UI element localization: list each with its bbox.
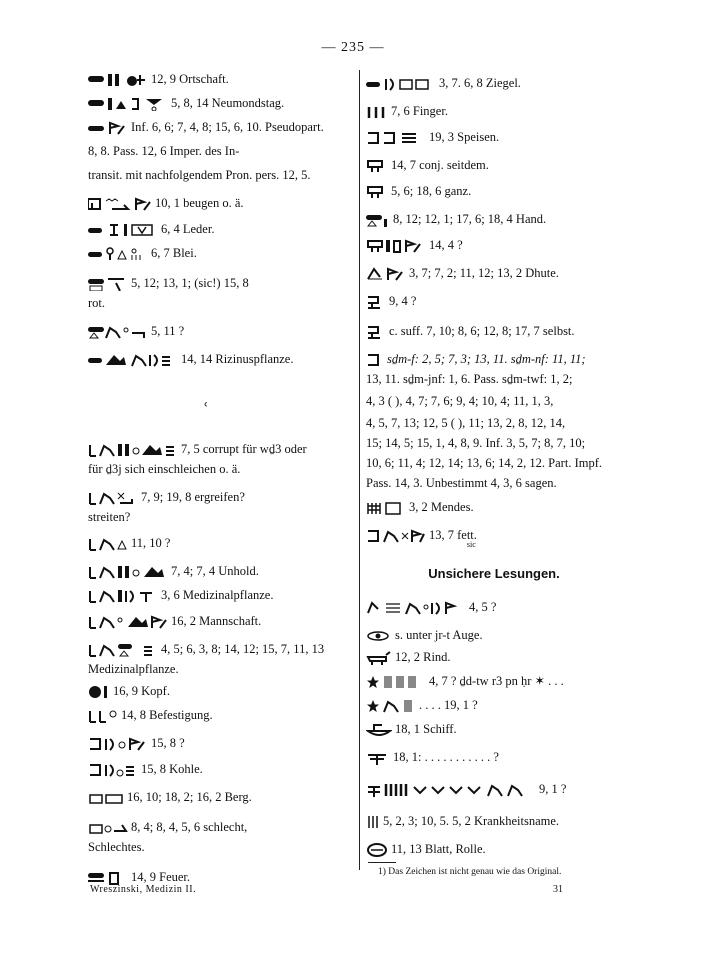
footnote: 1) Das Zeichen ist nicht genau wie das Original. bbox=[378, 867, 562, 877]
list-item: 14, 8 Befestigung. bbox=[88, 706, 354, 725]
list-item: für ḏ3j sich einschleichen o. ä. bbox=[88, 462, 241, 476]
hieroglyph-icon bbox=[88, 685, 110, 699]
hieroglyph-icon bbox=[366, 105, 388, 119]
list-item: 9, 4 ? bbox=[366, 292, 622, 311]
hieroglyph-icon bbox=[366, 77, 436, 91]
list-item: Medizinalpflanze. bbox=[88, 662, 179, 676]
signature-mark: 31 bbox=[553, 884, 563, 895]
hieroglyph-icon bbox=[88, 589, 158, 603]
hieroglyph-icon bbox=[366, 159, 388, 173]
list-item: 15, 8 Kohle. bbox=[88, 760, 354, 779]
hieroglyph-icon bbox=[88, 443, 178, 457]
list-item: Pass. 14, 3. Unbestimmt 4, 3, 6 sagen. bbox=[366, 476, 557, 490]
hieroglyph-icon bbox=[88, 197, 152, 211]
hieroglyph-icon bbox=[88, 565, 168, 579]
list-item: 4, 3 ( ), 4, 7; 7, 6; 9, 4; 10, 4; 11, 1, 3, bbox=[366, 394, 554, 408]
hieroglyph-icon bbox=[366, 267, 406, 281]
list-item: 12, 2 Rind. bbox=[366, 648, 622, 667]
list-item: 11, 13 Blatt, Rolle. bbox=[366, 840, 622, 859]
list-item: 5, 11 ? bbox=[88, 322, 354, 341]
list-item: 18, 1 Schiff. bbox=[366, 720, 622, 739]
hieroglyph-icon bbox=[366, 501, 406, 515]
list-item: 12, 9 Ortschaft. bbox=[88, 70, 354, 89]
list-item: 5, 12; 13, 1; (sic!) 15, 8 bbox=[88, 274, 354, 293]
hieroglyph-icon bbox=[88, 223, 158, 237]
hieroglyph-icon bbox=[88, 763, 138, 777]
list-item: 4, 7 ? ḏd-tw r3 pn ḥr ✶ . . . bbox=[366, 672, 622, 691]
section-letter: ʿ bbox=[202, 398, 210, 423]
list-item: 8, 8. Pass. 12, 6 Imper. des In- bbox=[88, 144, 240, 158]
hieroglyph-icon bbox=[88, 247, 148, 261]
hieroglyph-icon bbox=[88, 791, 124, 805]
hieroglyph-icon bbox=[366, 295, 386, 309]
eye-icon bbox=[366, 629, 392, 643]
list-item: 13, 11. sḏm-jnf: 1, 6. Pass. sḏm-twf: 1, 2; bbox=[366, 372, 573, 386]
list-item: 16, 9 Kopf. bbox=[88, 682, 354, 701]
list-item: 8, 4; 8, 4, 5, 6 schlecht, bbox=[88, 818, 354, 837]
sic-label: sic bbox=[466, 540, 476, 549]
hieroglyph-icon bbox=[88, 537, 128, 551]
list-item: 9, 1 ? bbox=[366, 780, 622, 799]
list-item: c. suff. 7, 10; 8, 6; 12, 8; 17, 7 selbst. bbox=[366, 322, 622, 341]
hieroglyph-icon bbox=[366, 651, 392, 665]
list-item: 3, 6 Medizinalpflanze. bbox=[88, 586, 354, 605]
list-item: 6, 4 Leder. bbox=[88, 220, 354, 239]
hieroglyph-icon bbox=[88, 491, 138, 505]
list-item: 16, 2 Mannschaft. bbox=[88, 612, 354, 631]
boat-icon bbox=[366, 723, 392, 737]
list-item: Inf. 6, 6; 7, 4, 8; 15, 6, 10. Pseudopart. bbox=[88, 118, 354, 137]
list-item: 15; 14, 5; 15, 1, 4, 8, 9. Inf. 3, 5, 7; 8, 7, 10; bbox=[366, 436, 586, 450]
list-item: 10, 1 beugen o. ä. bbox=[88, 194, 354, 213]
list-item: 14, 4 ? bbox=[366, 236, 622, 255]
hieroglyph-icon bbox=[366, 529, 426, 543]
hieroglyph-icon bbox=[88, 277, 128, 291]
list-item: 7, 6 Finger. bbox=[366, 102, 622, 121]
list-item: 7, 9; 19, 8 ergreifen? bbox=[88, 488, 354, 507]
hieroglyph-icon bbox=[366, 601, 466, 615]
list-item: . . . . 19, 1 ? bbox=[366, 696, 622, 715]
hieroglyph-icon bbox=[88, 709, 118, 723]
list-item: transit. mit nachfolgendem Pron. pers. 12, 5. bbox=[88, 168, 311, 182]
hieroglyph-icon bbox=[366, 325, 386, 339]
list-item: 7, 4; 7, 4 Unhold. bbox=[88, 562, 354, 581]
hieroglyph-icon bbox=[88, 737, 148, 751]
list-item: 5, 6; 18, 6 ganz. bbox=[366, 182, 622, 201]
list-item: 3, 7. 6, 8 Ziegel. bbox=[366, 74, 622, 93]
page-number: — 235 — bbox=[321, 40, 385, 55]
list-item: 14, 14 Rizinuspflanze. bbox=[88, 350, 354, 369]
list-item: 3, 7; 7, 2; 11, 12; 13, 2 Dhute. bbox=[366, 264, 622, 283]
hieroglyph-icon bbox=[88, 121, 128, 135]
list-item: 15, 8 ? bbox=[88, 734, 354, 753]
hieroglyph-icon bbox=[88, 615, 168, 629]
hieroglyph-icon bbox=[366, 783, 536, 797]
star-icon bbox=[366, 699, 416, 713]
list-item: rot. bbox=[88, 296, 106, 310]
list-item: 5, 8, 14 Neumondstag. bbox=[88, 94, 354, 113]
list-item: 7, 5 corrupt für wḏ3 oder bbox=[88, 440, 354, 459]
footnote-rule bbox=[368, 862, 396, 863]
list-item: 16, 10; 18, 2; 16, 2 Berg. bbox=[88, 788, 354, 807]
hieroglyph-icon bbox=[366, 815, 380, 829]
list-item: 19, 3 Speisen. bbox=[366, 128, 622, 147]
list-item: s. unter jr-t Auge. bbox=[366, 626, 622, 645]
hieroglyph-icon bbox=[366, 131, 426, 145]
hieroglyph-icon bbox=[88, 325, 148, 339]
list-item: 4, 5; 6, 3, 8; 14, 12; 15, 7, 11, 13 bbox=[88, 640, 354, 659]
list-item: 18, 1: . . . . . . . . . . . ? bbox=[366, 748, 622, 767]
list-item: 4, 5 ? bbox=[366, 598, 622, 617]
list-item: 10, 6; 11, 4; 12, 14; 13, 6; 14, 2, 12. Part. Impf. bbox=[366, 456, 602, 470]
list-item: 3, 2 Mendes. bbox=[366, 498, 622, 517]
hieroglyph-icon bbox=[366, 353, 384, 367]
hieroglyph-icon bbox=[366, 239, 426, 253]
hieroglyph-icon bbox=[366, 213, 390, 227]
column-divider bbox=[359, 70, 360, 870]
list-item: 14, 7 conj. seitdem. bbox=[366, 156, 622, 175]
list-item: 8, 12; 12, 1; 17, 6; 18, 4 Hand. bbox=[366, 210, 622, 229]
list-item: 4, 5, 7, 13; 12, 5 ( ), 11; 13, 2, 8, 12, 14, bbox=[366, 416, 566, 430]
list-item: 13, 7 $fett._{sic}$ bbox=[366, 526, 622, 546]
hieroglyph-icon bbox=[88, 643, 158, 657]
list-item: sḏm-f: 2, 5; 7, 3; 13, 11. sḏm-nf: 11, 11; bbox=[366, 350, 622, 369]
scroll-icon bbox=[366, 843, 388, 857]
list-item: 5, 2, 3; 10, 5. 5, 2 Krankheitsname. bbox=[366, 812, 622, 831]
list-item: 14, 9 Feuer. bbox=[88, 868, 354, 887]
list-item: streiten? bbox=[88, 510, 131, 524]
list-item: 6, 7 Blei. bbox=[88, 244, 354, 263]
section-title: Unsichere Lesungen. bbox=[428, 566, 560, 581]
hieroglyph-icon bbox=[366, 751, 390, 765]
footer-author: Wreszinski, Medizin II. bbox=[90, 884, 197, 895]
hieroglyph-icon bbox=[366, 185, 388, 199]
list-item: Schlechtes. bbox=[88, 840, 145, 854]
hieroglyph-icon bbox=[88, 353, 178, 367]
hieroglyph-icon bbox=[88, 73, 148, 87]
hieroglyph-icon bbox=[88, 821, 128, 835]
star-icon bbox=[366, 675, 426, 689]
hieroglyph-icon bbox=[88, 97, 168, 111]
list-item: 11, 10 ? bbox=[88, 534, 354, 553]
